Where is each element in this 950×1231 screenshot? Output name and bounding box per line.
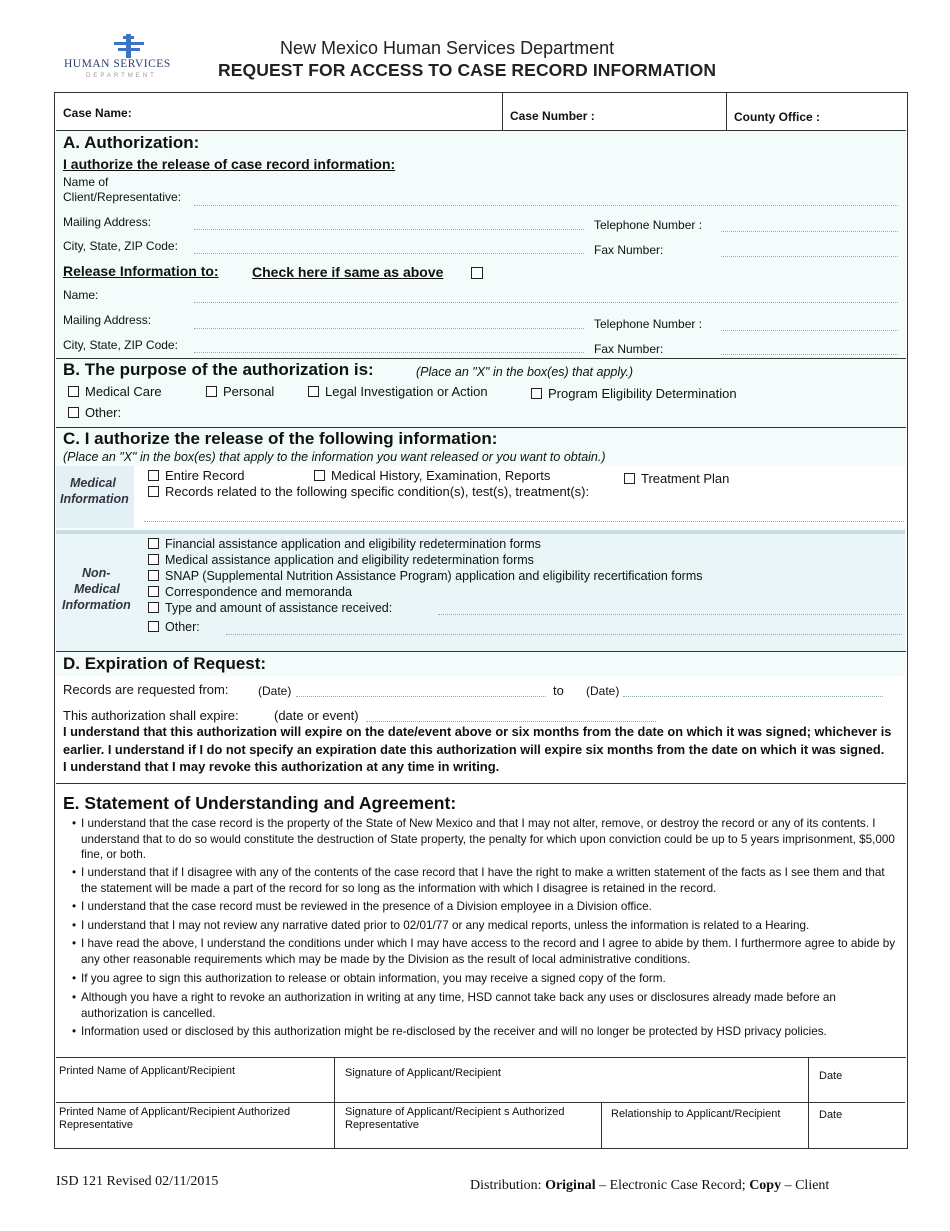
entire-record-label: Entire Record: [165, 468, 245, 483]
non-medical-other-option[interactable]: [148, 620, 200, 634]
distribution-copy: Copy: [749, 1178, 782, 1193]
medical-history-option[interactable]: [314, 468, 550, 483]
release-city-label: City, State, ZIP Code:: [63, 338, 178, 352]
date-label-2: Date: [819, 1109, 843, 1121]
correspondence-option[interactable]: [148, 585, 352, 599]
expire-label: This authorization shall expire:: [63, 708, 239, 723]
assistance-received-checkbox[interactable]: [148, 602, 159, 613]
release-to-label: Release Information to:: [63, 263, 219, 279]
non-medical-other-checkbox[interactable]: [148, 621, 159, 632]
release-name-label: Name:: [63, 288, 99, 302]
records-from-label: Records are requested from:: [63, 682, 229, 697]
distribution-end: – Client: [781, 1178, 830, 1193]
release-mailing-field[interactable]: [194, 328, 584, 329]
date-from-label: (Date): [258, 684, 292, 698]
snap-option[interactable]: [148, 569, 703, 583]
statement-bullet-2: • I understand that if I disagree with any of the contents of the case record that I have the right to make a written statement of the facts as I see them and that the statement will be made a part of the record for so long as the information with which I disagree is retained in the record.: [72, 866, 885, 895]
release-fax-field[interactable]: [721, 354, 898, 355]
telephone-field[interactable]: [721, 231, 898, 232]
request-form: [54, 92, 908, 1149]
section-c: [56, 427, 906, 651]
financial-assistance-checkbox[interactable]: [148, 538, 159, 549]
assistance-received-label: Type and amount of assistance received:: [165, 601, 393, 615]
distribution-original: Original: [545, 1178, 596, 1193]
legal-checkbox[interactable]: [308, 386, 319, 397]
section-b: [56, 358, 906, 427]
county-office-label: County Office :: [734, 110, 820, 124]
logo-text: HUMAN SERVICES: [64, 58, 171, 70]
records-related-checkbox[interactable]: [148, 486, 159, 497]
section-c-instruction: (Place an "X" in the box(es) that apply to the information you want released or you want to obtain.): [63, 450, 606, 464]
name-of-label: Name of: [63, 175, 109, 189]
correspondence-checkbox[interactable]: [148, 586, 159, 597]
statement-bullet-3: • I understand that the case record must be reviewed in the presence of a Division employee in a Division office.: [72, 900, 652, 913]
date-to-field[interactable]: [623, 696, 883, 697]
distribution-prefix: Distribution:: [470, 1178, 546, 1193]
form-title: REQUEST FOR ACCESS TO CASE RECORD INFORMATION: [218, 60, 717, 80]
assistance-received-field[interactable]: [438, 614, 902, 615]
medical-label-line2: Information: [60, 492, 129, 506]
distribution-note: [470, 1178, 829, 1194]
expiration-field[interactable]: [366, 721, 656, 722]
medical-assistance-checkbox[interactable]: [148, 554, 159, 565]
logo-emblem-icon: [106, 32, 156, 60]
entire-record-option[interactable]: [148, 468, 244, 483]
hsd-logo: [64, 32, 204, 84]
non-medical-info-band: [56, 534, 905, 652]
purpose-legal[interactable]: [308, 384, 488, 399]
medical-care-label: Medical Care: [85, 384, 162, 399]
release-city-field[interactable]: [194, 352, 584, 353]
release-name-field[interactable]: [194, 302, 898, 303]
mailing-address-label: Mailing Address:: [63, 215, 152, 229]
city-state-zip-label: City, State, ZIP Code:: [63, 239, 178, 253]
case-number-label: Case Number :: [510, 109, 595, 123]
statement-bullet-8: • Information used or disclosed by this authorization might be re-disclosed by the receiver and will no longer be protected by HSD privacy policies.: [72, 1025, 827, 1038]
medical-history-checkbox[interactable]: [314, 470, 325, 481]
other-checkbox[interactable]: [68, 407, 79, 418]
purpose-medical-care[interactable]: [68, 384, 162, 399]
conditions-field[interactable]: [144, 521, 904, 522]
release-telephone-field[interactable]: [721, 330, 898, 331]
date-from-field[interactable]: [296, 696, 546, 697]
release-telephone-label: Telephone Number :: [594, 317, 703, 331]
signature-label: Signature of Applicant/Recipient: [345, 1067, 501, 1079]
entire-record-checkbox[interactable]: [148, 470, 159, 481]
purpose-personal[interactable]: [206, 384, 274, 399]
logo-subtext: DEPARTMENT: [86, 73, 157, 79]
statement-bullet-7: • Although you have a right to revoke an authorization in writing at any time, HSD cannot take back any uses or disclosures already made before an authorization is cancelled.: [72, 991, 836, 1020]
legal-label: Legal Investigation or Action: [325, 384, 488, 399]
mailing-address-field[interactable]: [194, 229, 584, 230]
assistance-received-option[interactable]: [148, 601, 392, 615]
non-medical-label-line1: Non-: [82, 566, 111, 580]
snap-label: SNAP (Supplemental Nutrition Assistance Program) application and eligibility recertification forms: [165, 569, 703, 583]
same-as-above-checkbox[interactable]: [471, 267, 483, 279]
case-info-row: [56, 93, 906, 130]
date-field-1[interactable]: [808, 1058, 905, 1102]
signature-field[interactable]: [334, 1058, 808, 1102]
section-b-instruction: (Place an "X" in the box(es) that apply.): [416, 365, 634, 379]
city-state-zip-field[interactable]: [194, 253, 584, 254]
fax-label: Fax Number:: [594, 243, 664, 257]
relationship-label: Relationship to Applicant/Recipient: [611, 1108, 781, 1120]
form-id: ISD 121 Revised 02/11/2015: [56, 1174, 219, 1189]
date-event-label: (date or event): [274, 708, 359, 723]
section-a-heading: A. Authorization:: [63, 133, 200, 152]
medical-history-label: Medical History, Examination, Reports: [331, 468, 551, 483]
fax-field[interactable]: [721, 256, 898, 257]
non-medical-label-line2: Medical: [74, 582, 120, 596]
medical-label-line1: Medical: [70, 476, 116, 490]
records-related-label: Records related to the following specific condition(s), test(s), treatment(s):: [165, 484, 590, 499]
medical-assistance-label: Medical assistance application and eligibility redetermination forms: [165, 553, 534, 567]
signature-table: [56, 1057, 906, 1148]
date-to-label: (Date): [586, 684, 620, 698]
release-mailing-label: Mailing Address:: [63, 313, 152, 327]
medical-info-band: [56, 466, 905, 528]
to-label: to: [553, 683, 564, 698]
release-fax-label: Fax Number:: [594, 342, 664, 356]
program-eligibility-checkbox[interactable]: [531, 388, 542, 399]
client-representative-label: Client/Representative:: [63, 190, 182, 204]
section-b-heading: B. The purpose of the authorization is:: [63, 360, 374, 379]
purpose-program-eligibility[interactable]: [531, 386, 737, 401]
non-medical-other-label: Other:: [165, 620, 200, 634]
printed-rep-label: Printed Name of Applicant/Recipient Authorized Representative: [59, 1106, 291, 1131]
expiration-para1: I understand that this authorization will expire on the date/event above or six months from the date on which it was signed; whichever is: [63, 724, 892, 739]
section-c-heading: C. I authorize the release of the following information:: [63, 429, 498, 448]
non-medical-other-field[interactable]: [226, 634, 902, 635]
case-name-label: Case Name:: [63, 106, 132, 120]
section-e: [56, 783, 906, 1057]
treatment-plan-label: Treatment Plan: [641, 471, 730, 486]
section-d-heading: D. Expiration of Request:: [63, 654, 267, 673]
records-related-option[interactable]: [148, 484, 589, 499]
telephone-label: Telephone Number :: [594, 218, 703, 232]
medical-assistance-option[interactable]: [148, 553, 534, 567]
snap-checkbox[interactable]: [148, 570, 159, 581]
financial-assistance-option[interactable]: [148, 537, 541, 551]
correspondence-label: Correspondence and memoranda: [165, 585, 352, 599]
statement-bullet-6: • If you agree to sign this authorization to release or obtain information, you may receive a signed copy of the form.: [72, 972, 666, 985]
signature-rep-label: Signature of Applicant/Recipient s Authorized Representative: [345, 1106, 565, 1131]
same-as-above-label: Check here if same as above: [252, 264, 444, 280]
personal-label: Personal: [223, 384, 275, 399]
date-label-1: Date: [819, 1070, 843, 1082]
statement-bullet-5: • I have read the above, I understand the conditions under which I may have access to the record and I agree to abide by them. I furthermore agree to abide by any other reasonable requirements which may be made by the Division as the result of local administrative conditions.: [72, 937, 896, 966]
distribution-middle: – Electronic Case Record;: [595, 1178, 750, 1193]
personal-checkbox[interactable]: [206, 386, 217, 397]
financial-assistance-label: Financial assistance application and eligibility redetermination forms: [165, 537, 541, 551]
section-e-heading: E. Statement of Understanding and Agreement:: [63, 793, 457, 813]
statement-bullet-1: • I understand that the case record is the property of the State of New Mexico and that I may not alter, remove, or destroy the record or any of its contents. I understand that to do so would constitute the destruction of State property, the penalty for which upon conviction could be up to 5 years imprisonment, $5,000 fine, or both.: [72, 817, 895, 861]
program-eligibility-label: Program Eligibility Determination: [548, 386, 737, 401]
printed-name-field[interactable]: [56, 1058, 334, 1102]
client-name-field[interactable]: [194, 205, 898, 206]
printed-name-label: Printed Name of Applicant/Recipient: [59, 1065, 236, 1077]
non-medical-label-line3: Information: [62, 598, 131, 612]
revoke-statement: I understand that I may revoke this authorization at any time in writing.: [63, 759, 500, 774]
department-name: New Mexico Human Services Department: [280, 38, 615, 58]
section-d: [56, 651, 906, 783]
other-label: Other:: [85, 405, 122, 420]
purpose-other[interactable]: [68, 405, 121, 420]
medical-care-checkbox[interactable]: [68, 386, 79, 397]
treatment-plan-option[interactable]: [624, 471, 729, 486]
medical-label-cell: [56, 466, 134, 528]
section-a: [56, 130, 906, 358]
section-a-subheading: I authorize the release of case record information:: [63, 156, 396, 172]
expiration-body: [56, 676, 905, 784]
statement-bullet-4: • I understand that I may not review any narrative dated prior to 02/01/77 or any medical reports, unless the information is related to a Hearing.: [72, 919, 810, 932]
treatment-plan-checkbox[interactable]: [624, 473, 635, 484]
expiration-para2: earlier. I understand if I do not specify an expiration date this authorization will expire six months from the date on which it was signed.: [63, 742, 885, 757]
